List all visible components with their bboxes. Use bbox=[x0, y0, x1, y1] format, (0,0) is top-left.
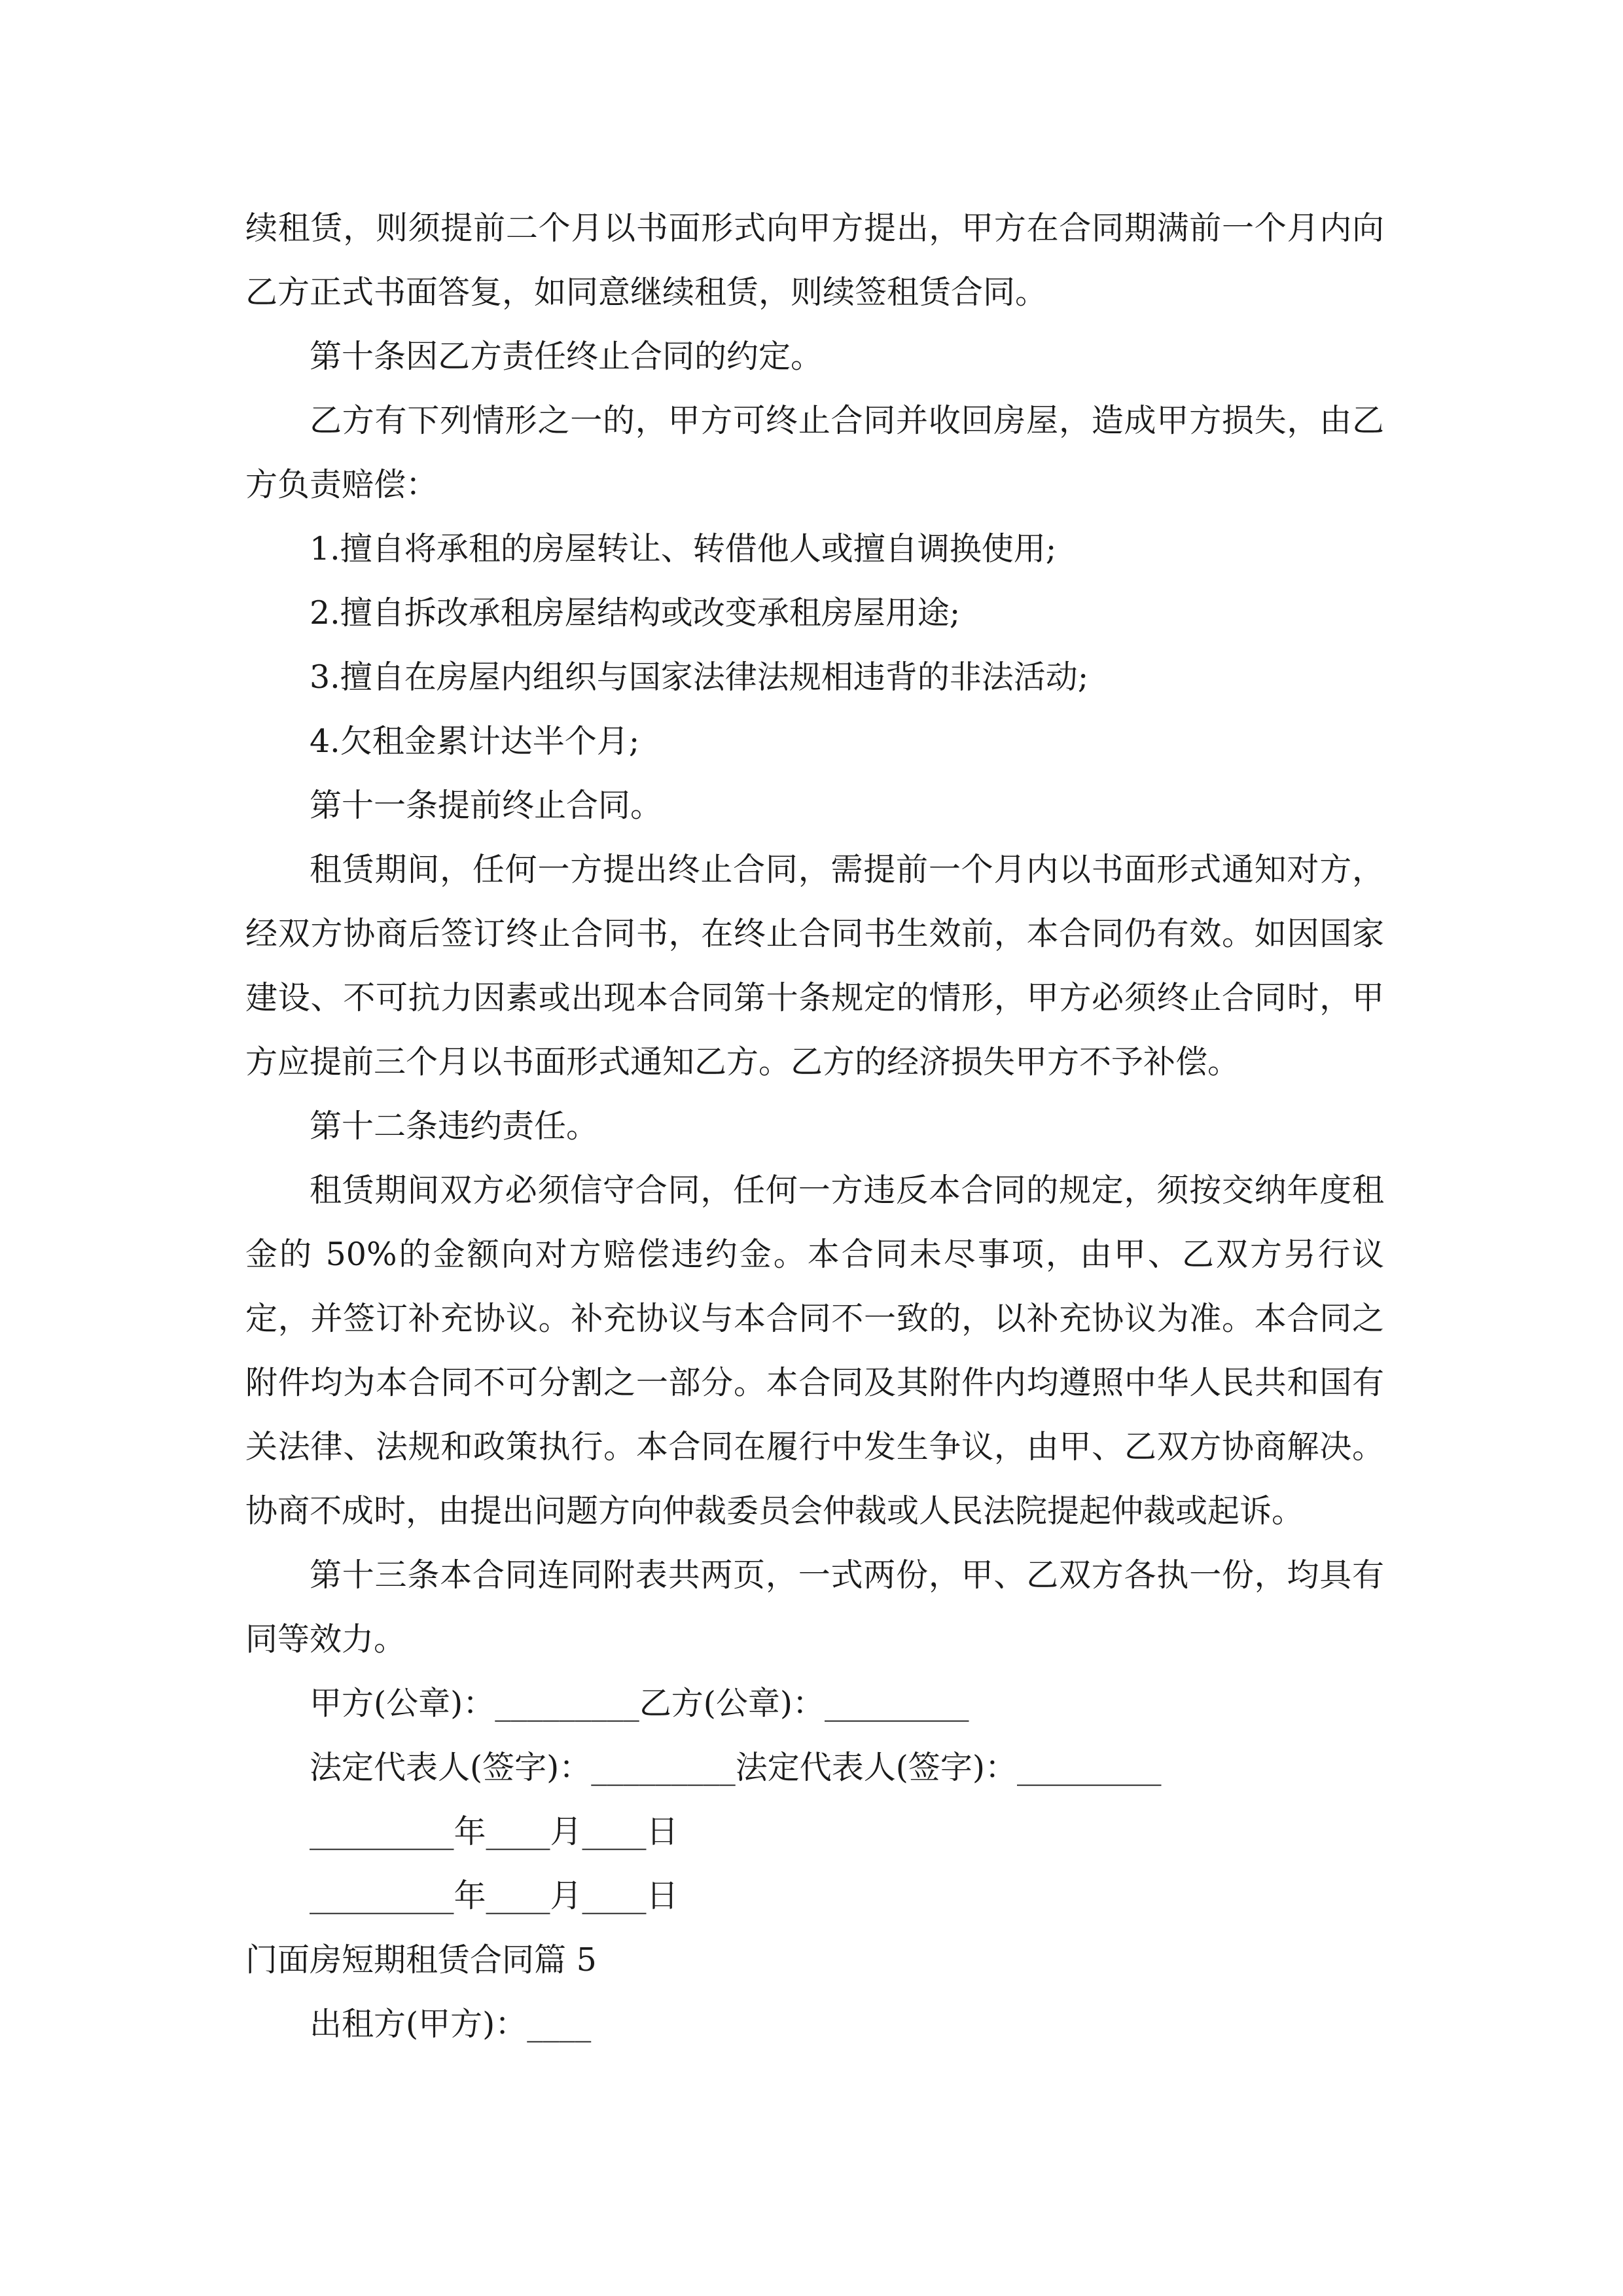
contract-body bbox=[245, 196, 1384, 2056]
lessor-field: 出租方(甲方)：____ bbox=[310, 2005, 592, 2043]
article-12-body: 租赁期间双方必须信守合同，任何一方违反本合同的规定，须按交纳年度租金的 50%的金额向对方赔偿违约金。本合同未尽事项，由甲、乙双方另行议定，并签订补充协议。补充协议与本合同不一致的，以补充协议为准。本合同之附件均为本合同不可分割之一部分。本合同及其附件内均遵照中华人民共和国有关法律、法规和政策执行。本合同在履行中发生争议，由甲、乙双方协商解决。协商不成时，由提出问题方向仲裁委员会仲裁或人民法院提起仲裁或起诉。 bbox=[245, 1172, 1384, 1530]
section-title-contract-5: 门面房短期租赁合同篇 5 bbox=[245, 1941, 597, 1979]
article-10-item-2: 2.擅自拆改承租房屋结构或改变承租房屋用途; bbox=[310, 594, 961, 632]
article-10-item-4: 4.欠租金累计达半个月; bbox=[310, 723, 640, 760]
article-11-heading: 第十一条提前终止合同。 bbox=[310, 787, 663, 824]
article-10-item-1: 1.擅自将承租的房屋转让、转借他人或擅自调换使用; bbox=[310, 530, 1057, 567]
paragraph-renewal-continued: 续租赁，则须提前二个月以书面形式向甲方提出，甲方在合同期满前一个月内向乙方正式书面答复，如同意继续租赁，则续签租赁合同。 bbox=[245, 209, 1384, 311]
article-10-item-3: 3.擅自在房屋内组织与国家法律法规相违背的非法活动; bbox=[310, 658, 1089, 696]
article-12-heading: 第十二条违约责任。 bbox=[310, 1107, 599, 1145]
date-line-2: _________年____月____日 bbox=[310, 1877, 679, 1914]
article-10-intro: 乙方有下列情形之一的，甲方可终止合同并收回房屋，造成甲方损失，由乙方负责赔偿： bbox=[245, 402, 1384, 503]
signature-seal-line: 甲方(公章)：_________乙方(公章)：_________ bbox=[310, 1685, 969, 1722]
article-10-heading: 第十条因乙方责任终止合同的约定。 bbox=[310, 338, 823, 375]
article-13-body: 第十三条本合同连同附表共两页，一式两份，甲、乙双方各执一份，均具有同等效力。 bbox=[245, 1556, 1384, 1658]
article-11-body: 租赁期间，任何一方提出终止合同，需提前一个月内以书面形式通知对方，经双方协商后签订终止合同书，在终止合同书生效前，本合同仍有效。如因国家建设、不可抗力因素或出现本合同第十条规定的情形，甲方必须终止合同时，甲方应提前三个月以书面形式通知乙方。乙方的经济损失甲方不予补偿。 bbox=[245, 851, 1384, 1081]
date-line-1: _________年____月____日 bbox=[310, 1813, 679, 1850]
signature-representative-line: 法定代表人(签字)：_________法定代表人(签字)：_________ bbox=[310, 1749, 1162, 1786]
